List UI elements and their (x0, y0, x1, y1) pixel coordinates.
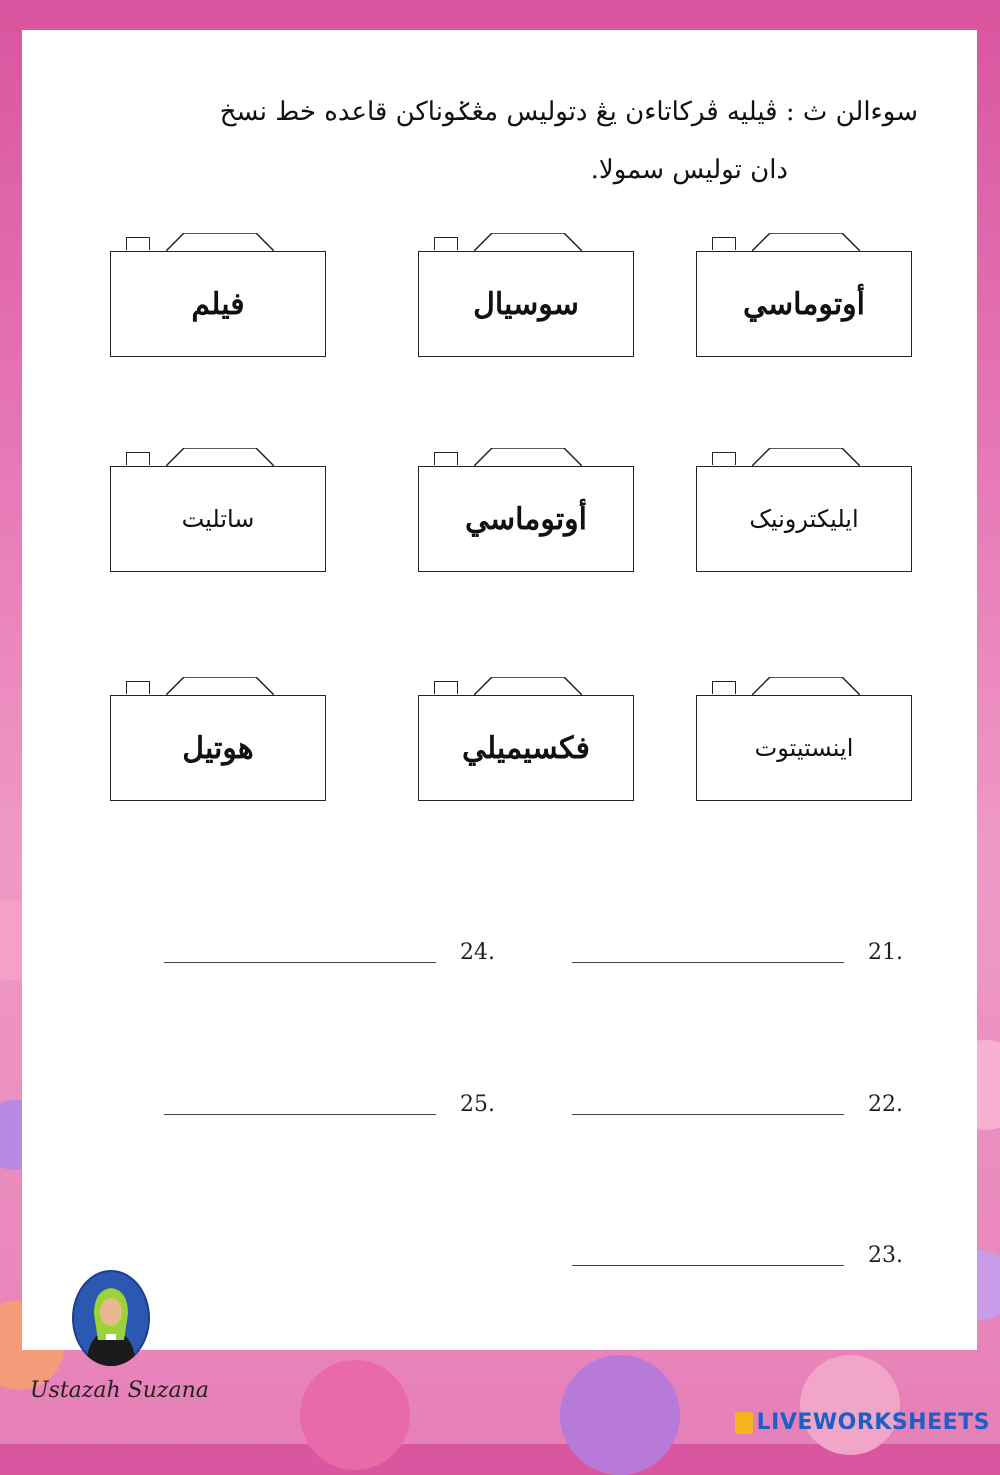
answer-number: 24. (460, 940, 495, 965)
live-icon (735, 1412, 753, 1434)
card-word: ساتليت (181, 505, 255, 533)
word-card[interactable] (418, 448, 634, 572)
flower-decoration (300, 1360, 410, 1470)
word-card[interactable] (110, 677, 326, 801)
word-card[interactable] (110, 448, 326, 572)
card-word: فکسيميلي (461, 730, 591, 766)
word-card[interactable] (418, 233, 634, 357)
word-card[interactable] (418, 677, 634, 801)
card-word: أوتوماسي (742, 286, 866, 322)
answer-number: 22. (868, 1092, 903, 1117)
answer-input-23[interactable] (572, 1264, 844, 1266)
question-line-1: سوءالن ث : ڤيليه ڤركاتاءن يڠ دتوليس مڠݢوناکن قاعده خط نسخ (219, 97, 918, 127)
card-word: أوتوماسي (464, 501, 588, 537)
answer-row-21 (572, 940, 903, 965)
card-word: هوتيل (182, 730, 254, 766)
answer-input-21[interactable] (572, 961, 844, 963)
word-card[interactable] (696, 448, 912, 572)
card-word: سوسيال (473, 286, 579, 322)
flower-decoration (560, 1355, 680, 1475)
word-card[interactable] (696, 677, 912, 801)
word-card[interactable] (696, 233, 912, 357)
answer-row-24 (164, 940, 495, 965)
answer-row-25 (164, 1092, 495, 1117)
flower-decoration (800, 1355, 900, 1455)
answer-number: 23. (868, 1243, 903, 1268)
word-card[interactable] (110, 233, 326, 357)
answer-input-22[interactable] (572, 1113, 844, 1115)
answer-row-23 (572, 1243, 903, 1268)
question-instruction (218, 92, 918, 190)
question-line-2: دان توليس سمولا. (590, 155, 788, 185)
signature: Ustazah Suzana (30, 1378, 209, 1403)
answer-input-25[interactable] (164, 1113, 436, 1115)
avatar (72, 1270, 150, 1366)
liveworksheets-logo[interactable]: LIVEWORKSHEETS (735, 1410, 990, 1435)
answer-number: 21. (868, 940, 903, 965)
answer-input-24[interactable] (164, 961, 436, 963)
card-word: اينستيتوت (754, 734, 854, 762)
answer-number: 25. (460, 1092, 495, 1117)
card-word: فيلم (191, 286, 245, 322)
answer-row-22 (572, 1092, 903, 1117)
card-word: ايليكترونيک (749, 505, 859, 533)
